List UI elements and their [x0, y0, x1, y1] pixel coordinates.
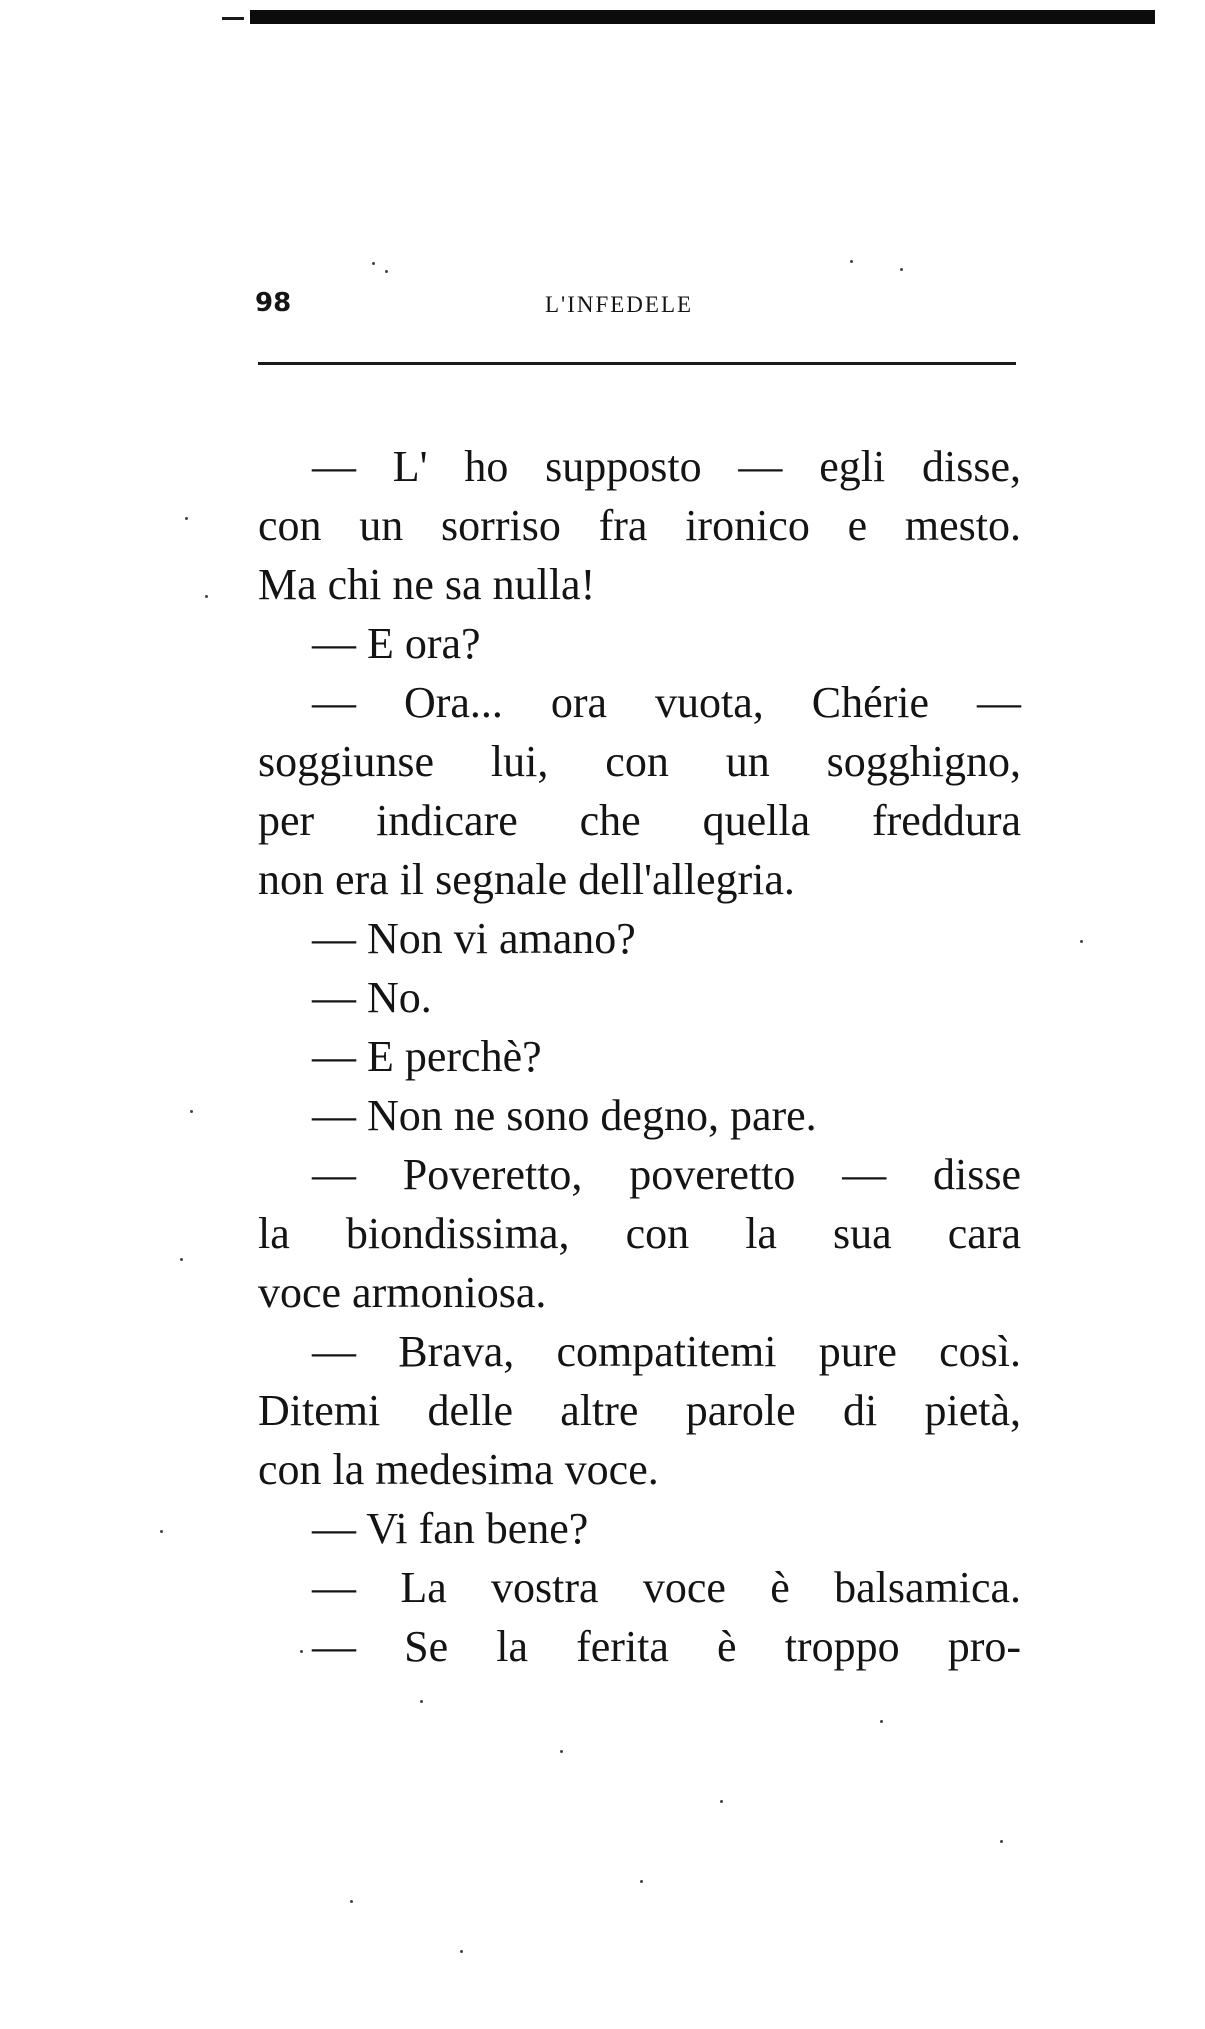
- text-line: per indicare che quella freddura: [258, 796, 1021, 845]
- text-line: — L' ho supposto — egli disse,: [312, 442, 1021, 491]
- scan-speck: [160, 1530, 163, 1533]
- text-line: — Vi fan bene?: [312, 1504, 589, 1553]
- text-line: soggiunse lui, con un sogghigno,: [258, 737, 1021, 786]
- scan-speck: [300, 1650, 303, 1653]
- scan-speck: [460, 1950, 463, 1953]
- text-line: — Brava, compatitemi pure così.: [312, 1327, 1021, 1376]
- scan-speck: [900, 268, 903, 271]
- scan-speck: [180, 1258, 183, 1261]
- page-number: 98: [255, 288, 292, 318]
- running-title: L'INFEDELE: [545, 292, 694, 317]
- scan-speck: [560, 1750, 563, 1753]
- text-line: non era il segnale dell'allegria.: [258, 855, 795, 904]
- running-head: [255, 288, 1015, 328]
- text-line: Ditemi delle altre parole di pietà,: [258, 1386, 1021, 1435]
- top-border-rule-fragment: [222, 17, 244, 20]
- text-line: — E perchè?: [312, 1032, 542, 1081]
- text-line: — Se la ferita è troppo pro-: [312, 1622, 1021, 1671]
- text-line: con la medesima voce.: [258, 1445, 659, 1494]
- text-line: voce armoniosa.: [258, 1268, 547, 1317]
- text-line: Ma chi ne sa nulla!: [258, 560, 596, 609]
- text-line: — Non vi amano?: [312, 914, 636, 963]
- text-line: — No.: [312, 973, 432, 1022]
- scan-speck: [372, 262, 375, 265]
- text-line: la biondissima, con la sua cara: [258, 1209, 1021, 1258]
- header-rule: [258, 362, 1016, 365]
- text-line: — La vostra voce è balsamica.: [312, 1563, 1021, 1612]
- top-border-rule: [250, 10, 1155, 24]
- scan-speck: [880, 1720, 883, 1723]
- text-line: — Poveretto, poveretto — disse: [312, 1150, 1021, 1199]
- scan-speck: [1080, 940, 1083, 943]
- text-line: — Non ne sono degno, pare.: [312, 1091, 817, 1140]
- text-line: — Ora... ora vuota, Chérie —: [312, 678, 1021, 727]
- scan-speck: [190, 1110, 193, 1113]
- scan-speck: [1000, 1840, 1003, 1843]
- scan-speck: [205, 595, 208, 598]
- scan-speck: [720, 1800, 723, 1803]
- scan-speck: [385, 270, 388, 273]
- scan-speck: [850, 260, 853, 263]
- scan-speck: [640, 1880, 643, 1883]
- text-line: — E ora?: [312, 619, 481, 668]
- scan-speck: [350, 1900, 353, 1903]
- body-text: [258, 437, 1021, 1676]
- scan-speck: [185, 517, 188, 520]
- text-line: con un sorriso fra ironico e mesto.: [258, 501, 1021, 550]
- scan-speck: [420, 1700, 423, 1703]
